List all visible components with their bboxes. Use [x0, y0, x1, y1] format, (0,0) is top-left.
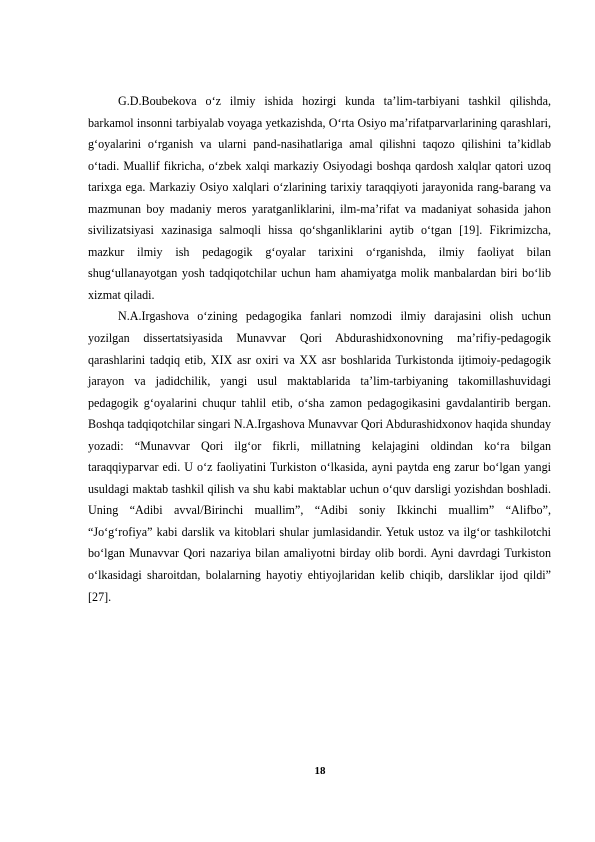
paragraph-boubekova: G.D.Boubekova o‘z ilmiy ishida hozirgi kunda ta’lim-tarbiyani tashkil qilishda, barkamol insonni tarbiyalab voyaga yetkazishda, O‘rta Osiyo ma’rifatparvarlarining qarashlari, g‘oyalarini o‘rganish va ularni pand-nasihatlariga amal qilishni taqozo qilishini ta’kidlab o‘tadi. Muallif fikricha, o‘zbek xalqi markaziy Osiyodagi boshqa qardosh xalqlar qatori uzoq tarixga ega. Markaziy Osiyo xalqlari o‘zlarining tarixiy taraqqiyoti jarayonida rang-barang va mazmunan boy madaniy meros yaratganliklarini, ilm-ma’rifat va madaniyat sohasida jahon sivilizatsiyasi xazinasiga salmoqli hissa qo‘shganliklarini aytib o‘tgan [19]. Fikrimizcha, mazkur ilmiy ish pedagogik g‘oyalar tarixini o‘rganishda, ilmiy faoliyat bilan shug‘ullanayotgan yosh tadqiqotchilar uchun ham ahamiyatga molik manbalardan biri bo‘lib xizmat qiladi.	[88, 94, 551, 302]
page-number: 18	[314, 765, 326, 777]
paragraph-irgashova: N.A.Irgashova o‘zining pedagogika fanlari nomzodi ilmiy darajasini olish uchun yozilgan dissertatsiyasida Munavvar Qori Abdurashidxonovning ma’rifiy-pedagogik qarashlarini tadqiq etib, XIX asr oxiri va XX asr boshlarida Turkistonda ijtimoiy-pedagogik jarayon va jadidchilik, yangi usul maktablarida ta’lim-tarbiyaning takomillashuvidagi pedagogik g‘oyalarini chuqur tahlil etib, o‘sha zamon pedagogikasini gavdalantirib bergan. Boshqa tadqiqotchilar singari N.A.Irgashova Munavvar Qori Abdurashidxonov haqida shunday yozadi: “Munavvar Qori ilg‘or fikrli, millatning kelajagini oldindan ko‘ra bilgan taraqqiyparvar edi. U o‘z faoliyatini Turkiston o‘lkasida, ayni paytda eng zarur bo‘lgan yangi usuldagi maktab tashkil qilish va shu kabi maktablar uchun o‘quv darsligi yozishdan boshladi. Uning “Adibi avval/Birinchi muallim”, “Adibi soniy Ikkinchi muallim” “Alifbo”, “Jo‘g‘rofiya” kabi darslik va kitoblari shular jumlasidandir. Yetuk ustoz va ilg‘or tashkilotchi bo‘lgan Munavvar Qori nazariya bilan amaliyotni birday olib bordi. Ayni davrdagi Turkiston o‘lkasidagi sharoitdan, bolalarning hayotiy ehtiyojlaridan kelib chiqib, darsliklar ijod qildi” [27].	[88, 309, 551, 604]
page-content	[88, 91, 551, 608]
